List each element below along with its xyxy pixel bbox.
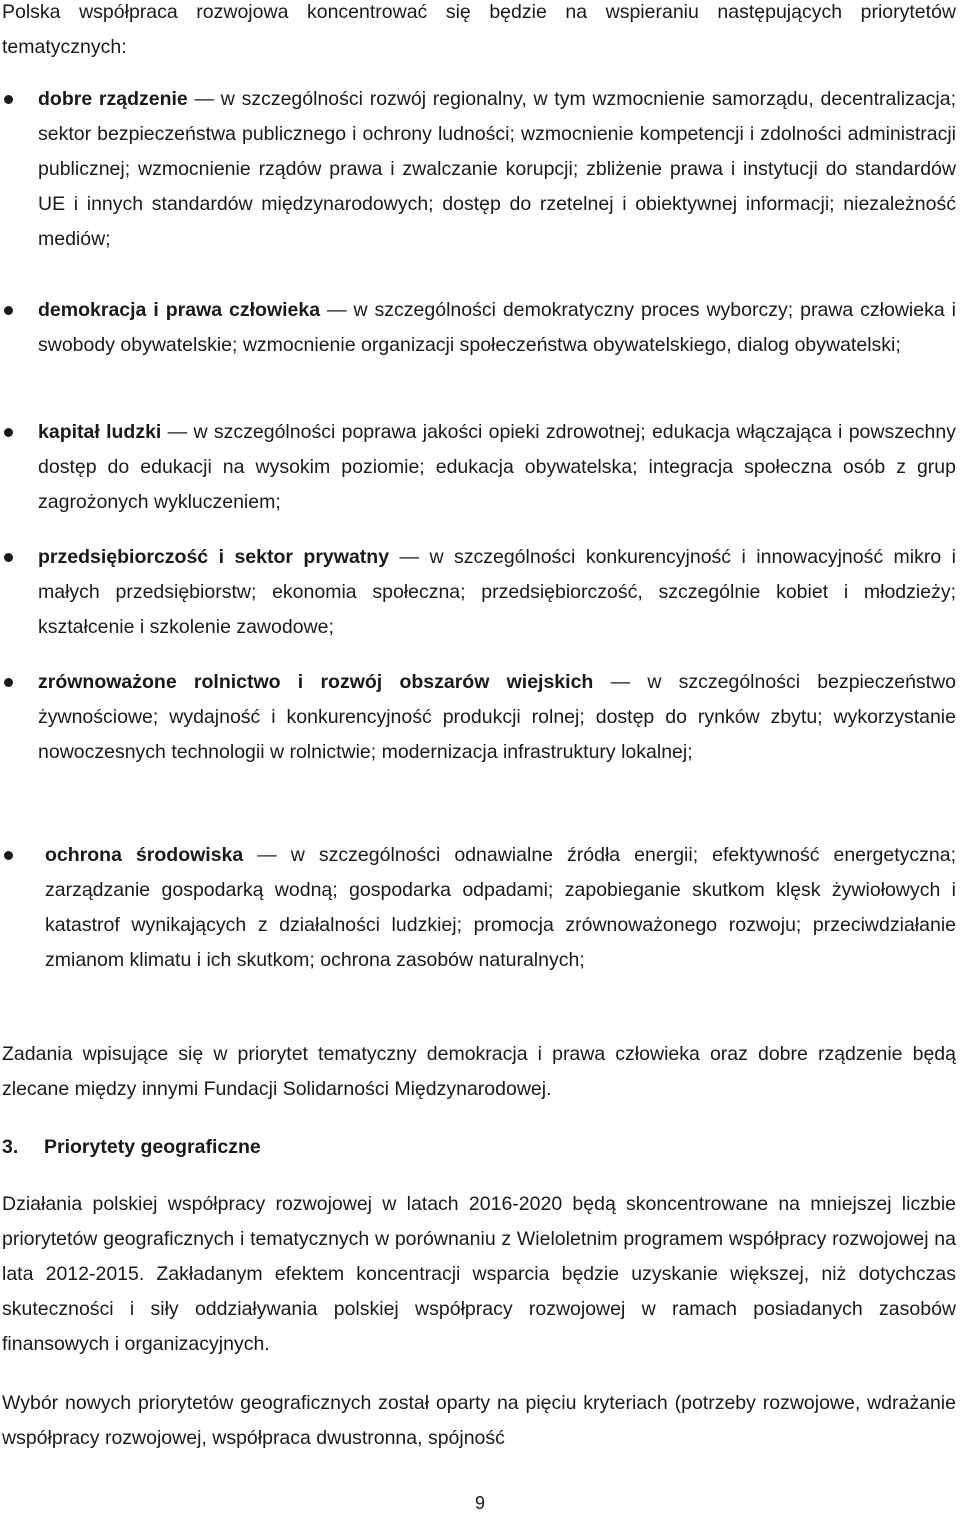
bullet-icon	[4, 553, 13, 562]
list-item-environment	[0, 838, 956, 978]
bullet-icon	[4, 851, 13, 860]
priority-title: zrównoważone rolnictwo i rozwój obszarów wiejskich	[38, 671, 594, 693]
democracy-tasks-paragraph: Zadania wpisujące się w priorytet tematyczny demokracja i prawa człowieka oraz dobre rządzenie będą zlecane między innymi Fundacji Solidarności Międzynarodowej.	[2, 1043, 956, 1100]
list-item-entrepreneurship	[0, 540, 956, 645]
priority-title: kapitał ludzki	[38, 421, 162, 443]
list-item-agriculture	[0, 665, 956, 770]
geographic-priorities-paragraph: Działania polskiej współpracy rozwojowej w latach 2016-2020 będą skoncentrowane na mniejszej liczbie priorytetów geograficznych i tematycznych w porównaniu z Wieloletnim programem współpracy rozwojowej na lata 2012-2015. Zakładanym efektem koncentracji wsparcia będzie uzyskanie większej, niż dotychczas skuteczności i siły oddziaływania polskiej współpracy rozwojowej w ramach posiadanych zasobów finansowych i organizacyjnych.	[2, 1193, 956, 1355]
list-item-good-governance	[0, 82, 956, 257]
priority-text: — w szczególności rozwój regionalny, w tym wzmocnienie samorządu, decentralizacja; sektor bezpieczeństwa publicznego i ochrony ludności; wzmocnienie kompetencji i zdolności administracji publicznej; wzmocnienie rządów prawa i zwalczanie korupcji; zbliżenie prawa i instytucji do standardów UE i innych standardów międzynarodowych; dostęp do rzetelnej i obiektywnej informacji; niezależność mediów;	[38, 88, 957, 250]
priority-title: demokracja i prawa człowieka	[38, 299, 321, 321]
intro-paragraph: Polska współpraca rozwojowa koncentrować się będzie na wspieraniu następujących priorytetów tematycznych:	[2, 1, 956, 58]
section-heading	[2, 1130, 261, 1165]
list-item-human-capital	[0, 415, 956, 520]
section-number: 3.	[2, 1136, 19, 1158]
section-title: Priorytety geograficzne	[44, 1136, 261, 1158]
selection-criteria-paragraph: Wybór nowych priorytetów geograficznych został oparty na pięciu kryteriach (potrzeby rozwojowe, wdrażanie współpracy rozwojowej, współpraca dwustronna, spójność	[2, 1392, 956, 1449]
bullet-icon	[4, 306, 13, 315]
priority-title: dobre rządzenie	[38, 88, 188, 110]
bullet-icon	[4, 428, 13, 437]
list-item-democracy	[0, 293, 956, 363]
priority-title: ochrona środowiska	[45, 844, 244, 866]
priority-text: — w szczególności bezpieczeństwo żywnościowe; wydajność i konkurencyjność produkcji rolnej; dostęp do rynków zbytu; wykorzystanie nowoczesnych technologii w rolnictwie; modernizacja infrastruktury lokalnej;	[38, 671, 957, 763]
priority-text: — w szczególności demokratyczny proces wyborczy; prawa człowieka i swobody obywatelskie; wzmocnienie organizacji społeczeństwa obywatelskiego, dialog obywatelski;	[38, 299, 956, 356]
priority-text: — w szczególności konkurencyjność i innowacyjność mikro i małych przedsiębiorstw; ekonomia społeczna; przedsiębiorczość, szczególnie kobiet i młodzieży; kształcenie i szkolenie zawodowe;	[38, 546, 956, 638]
priority-text: — w szczególności poprawa jakości opieki zdrowotnej; edukacja włączająca i powszechny dostęp do edukacji na wysokim poziomie; edukacja obywatelska; integracja społeczna osób z grup zagrożonych wykluczeniem;	[38, 421, 956, 513]
bullet-icon	[4, 95, 13, 104]
priority-text: — w szczególności odnawialne źródła energii; efektywność energetyczna; zarządzanie gospodarką wodną; gospodarka odpadami; zapobieganie skutkom klęsk żywiołowych i katastrof wynikających z działalności ludzkiej; promocja zrównoważonego rozwoju; przeciwdziałanie zmianom klimatu i ich skutkom; ochrona zasobów naturalnych;	[45, 844, 956, 971]
page-number: 9	[474, 1493, 485, 1513]
bullet-icon	[4, 678, 13, 687]
priority-title: przedsiębiorczość i sektor prywatny	[38, 546, 390, 568]
